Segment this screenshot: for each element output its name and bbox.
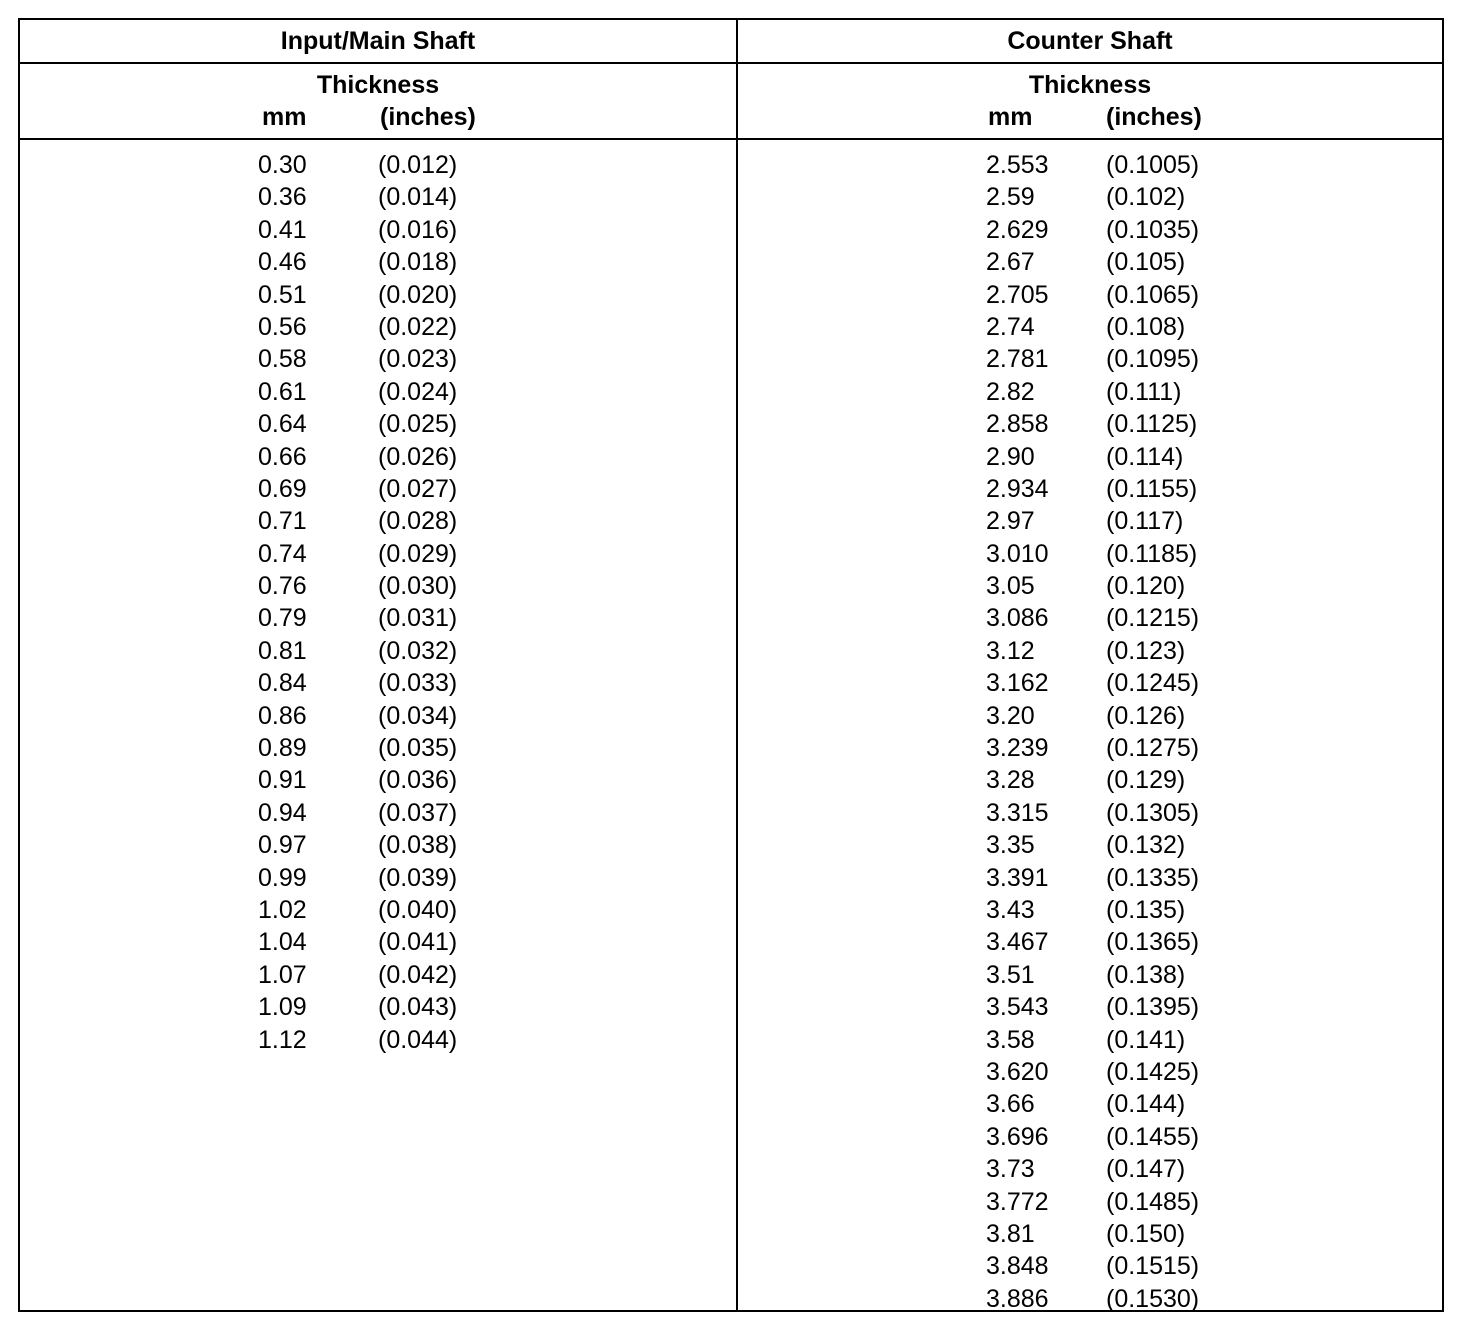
- thickness-inches: (0.1035): [1106, 215, 1200, 244]
- table-row: [986, 829, 1199, 861]
- thickness-inches: (0.1125): [1106, 410, 1198, 439]
- thickness-inches: (0.037): [378, 798, 458, 827]
- table-row: [258, 376, 457, 408]
- thickness-inches: (0.1425): [1106, 1057, 1200, 1086]
- table-row: [986, 700, 1199, 732]
- thickness-mm: 2.74: [986, 312, 1035, 341]
- table-row: [258, 602, 457, 634]
- thickness-inches: (0.135): [1106, 895, 1186, 924]
- table-row: [258, 926, 457, 958]
- thickness-inches: (0.114): [1106, 442, 1184, 471]
- thickness-inches: (0.029): [378, 539, 458, 568]
- thickness-mm: 0.86: [258, 701, 307, 730]
- thickness-mm: 3.086: [986, 604, 1049, 633]
- thickness-mm: 2.59: [986, 183, 1035, 212]
- thickness-inches: (0.016): [378, 215, 458, 244]
- thickness-mm: 2.67: [986, 248, 1035, 277]
- thickness-inches: (0.120): [1106, 572, 1186, 601]
- thickness-mm: 2.858: [986, 410, 1049, 439]
- thickness-inches: (0.132): [1106, 831, 1186, 860]
- table-row: [258, 894, 457, 926]
- table-row: [258, 732, 457, 764]
- thickness-mm: 3.772: [986, 1187, 1049, 1216]
- thickness-inches: (0.026): [378, 442, 458, 471]
- table-row: [258, 700, 457, 732]
- thickness-mm: 3.12: [986, 636, 1035, 665]
- thickness-mm: 3.162: [986, 669, 1049, 698]
- thickness-mm: 3.05: [986, 572, 1035, 601]
- thickness-mm: 0.81: [258, 636, 307, 665]
- thickness-inches: (0.138): [1106, 960, 1186, 989]
- thickness-mm: 0.97: [258, 831, 307, 860]
- thickness-inches: (0.123): [1106, 636, 1186, 665]
- thickness-inches: (0.023): [378, 345, 458, 374]
- counter-shaft-column: [738, 20, 1442, 1313]
- thickness-mm: 0.66: [258, 442, 307, 471]
- thickness-mm: 0.94: [258, 798, 307, 827]
- table-row: [986, 246, 1199, 278]
- table-row: [986, 181, 1199, 213]
- table-row: [986, 1153, 1199, 1185]
- thickness-inches: (0.040): [378, 895, 458, 924]
- table-row: [986, 538, 1199, 570]
- thickness-mm: 1.12: [258, 1025, 307, 1054]
- thickness-inches: (0.117): [1106, 507, 1184, 536]
- thickness-mm: 0.61: [258, 377, 307, 406]
- thickness-inches: (0.038): [378, 831, 458, 860]
- units-header: [988, 102, 1202, 132]
- table-row: [258, 279, 457, 311]
- table-row: [986, 764, 1199, 796]
- table-row: [258, 149, 457, 181]
- mm-header: mm: [988, 103, 1033, 131]
- thickness-mm: 3.58: [986, 1025, 1035, 1054]
- thickness-mm: 0.91: [258, 766, 307, 795]
- thickness-mm: 3.28: [986, 766, 1035, 795]
- table-row: [258, 991, 457, 1023]
- thickness-mm: 2.781: [986, 345, 1049, 374]
- table-row: [986, 797, 1199, 829]
- thickness-mm: 3.66: [986, 1090, 1035, 1119]
- thickness-mm: 1.04: [258, 928, 307, 957]
- table-row: [986, 473, 1199, 505]
- thickness-inches: (0.1455): [1106, 1122, 1200, 1151]
- thickness-inches: (0.1485): [1106, 1187, 1200, 1216]
- thickness-mm: 3.886: [986, 1284, 1049, 1313]
- table-row: [258, 246, 457, 278]
- thickness-mm: 3.43: [986, 895, 1035, 924]
- thickness-inches: (0.033): [378, 669, 458, 698]
- units-header: [262, 102, 476, 132]
- thickness-inches: (0.150): [1106, 1219, 1186, 1248]
- thickness-inches: (0.018): [378, 248, 458, 277]
- table-row: [258, 538, 457, 570]
- thickness-mm: 3.315: [986, 798, 1049, 827]
- thickness-inches: (0.1395): [1106, 993, 1200, 1022]
- table-row: [986, 441, 1199, 473]
- thickness-mm: 3.81: [986, 1219, 1035, 1248]
- thickness-inches: (0.024): [378, 377, 458, 406]
- table-row: [986, 408, 1199, 440]
- table-row: [258, 667, 457, 699]
- thickness-inches: (0.028): [378, 507, 458, 536]
- thickness-inches: (0.012): [378, 151, 458, 179]
- thickness-mm: 3.467: [986, 928, 1049, 957]
- thickness-inches: (0.141): [1106, 1025, 1186, 1054]
- thickness-mm: 0.58: [258, 345, 307, 374]
- thickness-mm: 0.71: [258, 507, 307, 536]
- thickness-mm: 2.82: [986, 377, 1035, 406]
- thickness-mm: 3.73: [986, 1155, 1035, 1184]
- table-row: [258, 343, 457, 375]
- thickness-mm: 3.35: [986, 831, 1035, 860]
- table-row: [258, 862, 457, 894]
- thickness-mm: 2.934: [986, 474, 1049, 503]
- thickness-mm: 3.20: [986, 701, 1035, 730]
- table-row: [986, 1283, 1199, 1315]
- table-row: [258, 797, 457, 829]
- thickness-inches: (0.1335): [1106, 863, 1200, 892]
- thickness-mm: 0.36: [258, 183, 307, 212]
- thickness-mm: 0.64: [258, 410, 307, 439]
- thickness-mm: 0.30: [258, 151, 307, 179]
- table-row: [986, 991, 1199, 1023]
- thickness-inches: (0.030): [378, 572, 458, 601]
- thickness-inches: (0.1245): [1106, 669, 1200, 698]
- thickness-inches: (0.044): [378, 1025, 458, 1054]
- thickness-inches: (0.1365): [1106, 928, 1200, 957]
- table-row: [986, 894, 1199, 926]
- table-row: [258, 764, 457, 796]
- thickness-mm: 2.97: [986, 507, 1035, 536]
- thickness-mm: 0.41: [258, 215, 307, 244]
- table-row: [986, 1056, 1199, 1088]
- thickness-inches: (0.032): [378, 636, 458, 665]
- thickness-inches: (0.022): [378, 312, 458, 341]
- thickness-inches: (0.020): [378, 280, 458, 309]
- thickness-mm: 2.629: [986, 215, 1049, 244]
- thickness-inches: (0.042): [378, 960, 458, 989]
- thickness-inches: (0.129): [1106, 766, 1186, 795]
- thickness-mm: 2.553: [986, 151, 1049, 179]
- thickness-heading: Thickness: [1028, 71, 1152, 99]
- table-row: [986, 602, 1199, 634]
- thickness-inches: (0.031): [378, 604, 458, 633]
- thickness-inches: (0.1530): [1106, 1284, 1200, 1313]
- table-row: [986, 1250, 1199, 1282]
- thickness-inches: (0.1305): [1106, 798, 1200, 827]
- thickness-inches: (0.027): [378, 474, 458, 503]
- thickness-inches: (0.111): [1106, 377, 1182, 406]
- input-main-shaft-rows: [258, 149, 457, 1056]
- table-row: [986, 862, 1199, 894]
- thickness-mm: 0.99: [258, 863, 307, 892]
- thickness-mm: 0.89: [258, 734, 307, 763]
- thickness-mm: 3.848: [986, 1252, 1049, 1281]
- table-row: [986, 1121, 1199, 1153]
- thickness-inches: (0.1155): [1106, 474, 1198, 503]
- thickness-mm: 1.02: [258, 895, 307, 924]
- thickness-inches: (0.1095): [1106, 345, 1200, 374]
- thickness-mm: 0.69: [258, 474, 307, 503]
- table-row: [986, 279, 1199, 311]
- thickness-mm: 2.705: [986, 280, 1049, 309]
- table-row: [258, 311, 457, 343]
- counter-shaft-title: Counter Shaft: [1007, 27, 1173, 55]
- thickness-inches: (0.025): [378, 410, 458, 439]
- mm-header: mm: [262, 103, 307, 131]
- table-row: [258, 473, 457, 505]
- table-row: [258, 408, 457, 440]
- counter-shaft-rows: [986, 149, 1199, 1315]
- table-row: [986, 570, 1199, 602]
- thickness-mm: 0.79: [258, 604, 307, 633]
- thickness-inches: (0.014): [378, 183, 458, 212]
- table-row: [258, 829, 457, 861]
- thickness-inches: (0.1185): [1106, 539, 1198, 568]
- thickness-mm: 3.391: [986, 863, 1049, 892]
- thickness-mm: 0.74: [258, 539, 307, 568]
- thickness-mm: 3.239: [986, 734, 1049, 763]
- thickness-inches: (0.105): [1106, 248, 1186, 277]
- table-row: [258, 505, 457, 537]
- thickness-inches: (0.1275): [1106, 734, 1200, 763]
- thickness-mm: 0.46: [258, 248, 307, 277]
- table-row: [986, 959, 1199, 991]
- table-row: [258, 959, 457, 991]
- thickness-inches: (0.102): [1106, 183, 1186, 212]
- table-row: [986, 214, 1199, 246]
- table-row: [258, 181, 457, 213]
- thickness-inches: (0.039): [378, 863, 458, 892]
- thickness-inches: (0.126): [1106, 701, 1186, 730]
- thickness-inches: (0.108): [1106, 312, 1186, 341]
- thickness-mm: 3.696: [986, 1122, 1049, 1151]
- thickness-mm: 3.010: [986, 539, 1049, 568]
- thickness-inches: (0.1065): [1106, 280, 1200, 309]
- table-row: [986, 635, 1199, 667]
- thickness-inches: (0.147): [1106, 1155, 1186, 1184]
- thickness-mm: 3.620: [986, 1057, 1049, 1086]
- table-row: [986, 149, 1199, 181]
- thickness-mm: 2.90: [986, 442, 1035, 471]
- table-row: [986, 926, 1199, 958]
- thickness-mm: 0.51: [258, 280, 307, 309]
- table-row: [986, 1218, 1199, 1250]
- table-row: [986, 1186, 1199, 1218]
- thickness-mm: 0.84: [258, 669, 307, 698]
- table-row: [258, 635, 457, 667]
- thickness-mm: 3.51: [986, 960, 1035, 989]
- table-row: [258, 214, 457, 246]
- input-main-shaft-column: [20, 20, 736, 1310]
- table-row: [986, 1088, 1199, 1120]
- table-row: [986, 343, 1199, 375]
- thickness-heading: Thickness: [316, 71, 440, 99]
- table-row: [258, 1024, 457, 1056]
- table-row: [986, 376, 1199, 408]
- thickness-inches: (0.035): [378, 734, 458, 763]
- table-row: [986, 1024, 1199, 1056]
- thickness-inches: (0.034): [378, 701, 458, 730]
- thickness-mm: 3.543: [986, 993, 1049, 1022]
- thickness-inches: (0.036): [378, 766, 458, 795]
- inches-header: (inches): [1106, 103, 1202, 131]
- thickness-inches: (0.144): [1106, 1090, 1186, 1119]
- table-row: [258, 570, 457, 602]
- table-row: [986, 311, 1199, 343]
- thickness-inches: (0.1005): [1106, 151, 1200, 179]
- thickness-inches: (0.043): [378, 993, 458, 1022]
- table-row: [258, 441, 457, 473]
- thickness-mm: 0.56: [258, 312, 307, 341]
- thickness-inches: (0.1515): [1106, 1252, 1200, 1281]
- input-main-shaft-title: Input/Main Shaft: [280, 27, 476, 55]
- thickness-mm: 1.07: [258, 960, 307, 989]
- thickness-inches: (0.041): [378, 928, 458, 957]
- table-row: [986, 505, 1199, 537]
- thickness-mm: 0.76: [258, 572, 307, 601]
- thickness-inches: (0.1215): [1106, 604, 1200, 633]
- table-row: [986, 732, 1199, 764]
- table-row: [986, 667, 1199, 699]
- shim-thickness-table: [18, 18, 1444, 1312]
- thickness-mm: 1.09: [258, 993, 307, 1022]
- inches-header: (inches): [380, 103, 476, 131]
